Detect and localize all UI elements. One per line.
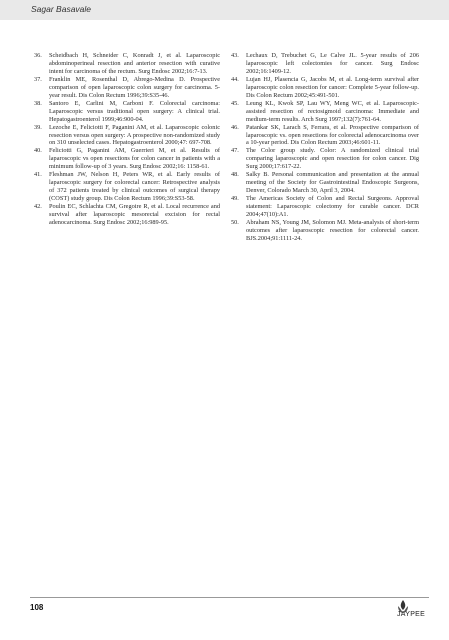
- reference-item: [34, 52, 220, 76]
- reference-number: 50.: [231, 219, 239, 227]
- reference-item: [231, 171, 419, 195]
- publisher-name: JAYPEE: [397, 611, 426, 618]
- reference-text: Lechaux D, Trebuchet G, Le Calve JL. 5-year results of 206 laparoscopic left colectomies for cancer. Surg Endosc 2002;16:1409-12.: [246, 52, 419, 75]
- page-number: 108: [30, 603, 44, 612]
- reference-item: [231, 52, 419, 76]
- reference-item: [231, 100, 419, 124]
- reference-number: 37.: [34, 75, 42, 83]
- reference-item: [34, 124, 220, 148]
- reference-item: [34, 203, 220, 227]
- reference-text: Leung KL, Kwok SP, Lau WY, Meng WC, et al. Laparoscopic-assisted resection of rectosigmoid carcinoma: Immediate and medium-term results. Arch Surg 1997;132(7):761-64.: [246, 99, 419, 123]
- references-right-column: [231, 52, 419, 243]
- reference-number: 44.: [231, 75, 239, 83]
- running-head: Sagar Basavale: [31, 4, 92, 14]
- reference-number: 38.: [34, 99, 42, 107]
- reference-number: 49.: [231, 195, 239, 203]
- reference-text: Lujan HJ, Plasencia G, Jacobs M, et al. Long-term survival after laparoscopic colon resection for cancer: Complete 5-year follow-up. Dis Colon Rectum 2002;45:491-501.: [246, 75, 419, 99]
- reference-item: [34, 76, 220, 100]
- reference-item: [231, 147, 419, 171]
- reference-number: 40.: [34, 147, 42, 155]
- reference-number: 48.: [231, 171, 239, 179]
- reference-text: Abraham NS, Young JM, Solomon MJ. Meta-analysis of short-term outcomes after laparoscopic resection for colorectal cancer. BJS.2004;91:1111-24.: [246, 219, 419, 242]
- reference-number: 47.: [231, 147, 239, 155]
- reference-text: Franklin ME, Rosenthal D, Abrego-Medina D. Prospective comparison of open laparoscopic colon surgery for carcinoma. 5-year result. Dis Colon Rectum 1996;39:S35-46.: [49, 75, 220, 99]
- reference-item: [34, 171, 220, 203]
- references-left-column: [34, 52, 220, 227]
- reference-text: Patankar SK, Larach S, Ferrara, et al. Prospective comparison of laparoscopic vs. open resections for colorectal adenocarcinoma over a 10-year period. Dis Colon Rectum 2003;46:601-11.: [246, 123, 419, 147]
- reference-text: Feliciotti G, Paganini AM, Guerrieri M, et al. Results of laparoscopic vs open resections for colon cancer in patients with a minimum follow-up of 3 years. Surg Endosc 2002;16: 1158-61.: [49, 147, 220, 171]
- footer-rule: [30, 597, 429, 598]
- reference-item: [231, 124, 419, 148]
- reference-item: [231, 195, 419, 219]
- reference-text: Fleshman JW, Nelson H, Peters WR, et al. Early results of laparoscopic surgery for colorectal cancer: Retrospective analysis of 372 patients treated by clinical outcomes of surgical therapy (COST) study group. Dis Colon Rectum 1996;39:S53-58.: [49, 171, 220, 203]
- reference-number: 36.: [34, 52, 42, 59]
- reference-number: 41.: [34, 171, 42, 179]
- reference-item: [231, 219, 419, 243]
- reference-number: 43.: [231, 52, 239, 59]
- reference-text: Poulin EC, Schlachta CM, Gregoire R, et al. Local recurrence and survival after laparoscopic mesorectal excision for rectal adenocarcinoma. Surg Endosc 2002;16:989-95.: [49, 203, 220, 227]
- reference-item: [231, 76, 419, 100]
- reference-item: [34, 100, 220, 124]
- reference-number: 46.: [231, 123, 239, 131]
- reference-item: [34, 147, 220, 171]
- reference-text: Santoro E, Carlini M, Carboni F. Colorectal carcinoma: Laparoscopic versus traditional open surgery: A clinical trial. Hepatogastroenterol 1999;46:900-04.: [49, 99, 220, 123]
- reference-number: 39.: [34, 123, 42, 131]
- reference-text: The Americas Society of Colon and Rectal Surgeons. Approval statement: Laparoscopic colectomy for curable cancer. DCR 2004;47(10):A1.: [246, 195, 419, 219]
- reference-number: 42.: [34, 203, 42, 211]
- reference-text: The Color group study. Color: A randomized clinical trial comparing laparoscopic and open resection for colon cancer. Dig Surg 2000;17:617-22.: [246, 147, 419, 171]
- reference-text: Salky B. Personal communication and presentation at the annual meeting of the Society for Gastrointestinal Endoscopic Surgeons, Denver, Colorado March 30, April 3, 2004.: [246, 171, 419, 195]
- reference-text: Scheidbach H, Schneider C, Konradt J, et al. Laparoscopic abdominoperineal resection and anterior resection with curative intent for carcinoma of the rectum. Surg Endosc 2002;16:7-13.: [49, 52, 220, 75]
- reference-text: Lezoche E, Feliciotti F, Paganini AM, et al. Laparoscopic colonic resection versus open surgery: A prospective non-randomized study on 310 unselected cases. Hepatogastroenterol 2000;47: 697-708.: [49, 123, 220, 147]
- reference-number: 45.: [231, 99, 239, 107]
